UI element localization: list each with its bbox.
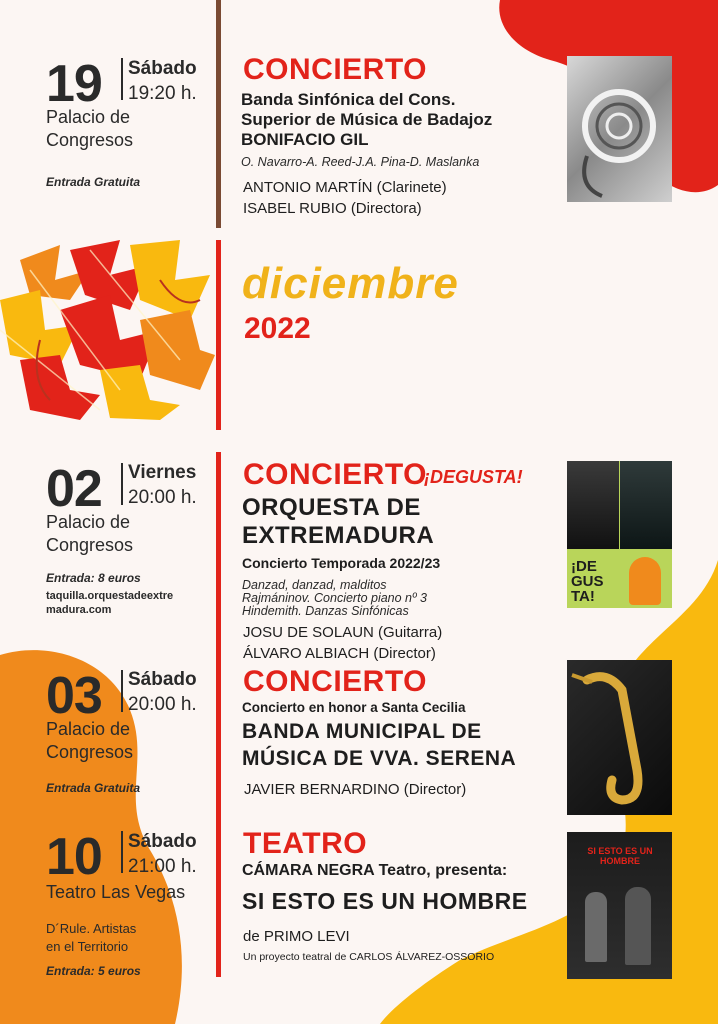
event4-title: SI ESTO ES UN HOMBRE — [242, 888, 528, 914]
event4-author: de PRIMO LEVI — [243, 928, 350, 945]
theatre-poster-figure1 — [585, 892, 607, 962]
event4-day: 10 — [46, 828, 102, 886]
event3-venue-line1: Palacio de — [46, 719, 131, 739]
event3-title-line1: BANDA MUNICIPAL DE — [242, 720, 482, 743]
event1-type: CONCIERTO — [243, 53, 427, 86]
event2-title-line1: ORQUESTA DE — [242, 494, 421, 521]
poster-photo-left — [567, 461, 619, 549]
event4-weekday: Sábado — [128, 831, 197, 852]
event1-entrance: Entrada Gratuita — [46, 175, 141, 189]
horn-icon — [567, 56, 672, 202]
event3-performer1: JAVIER BERNARDINO (Director) — [244, 781, 467, 798]
month-name: diciembre — [242, 259, 459, 308]
event4-time: 21:00 h. — [128, 856, 197, 877]
event2-program1: Danzad, danzad, malditos — [242, 578, 387, 592]
divider-line-top — [216, 0, 221, 228]
event3-date-separator — [121, 670, 123, 712]
event2-venue-line2: Congresos — [46, 535, 134, 555]
saxophone-photo — [567, 660, 672, 815]
event1-title-line3: BONIFACIO GIL — [241, 130, 369, 149]
event1-venue-line1: Palacio de — [46, 107, 131, 127]
event2-date-separator — [121, 463, 123, 505]
event2-performer1: JOSU DE SOLAUN (Guitarra) — [243, 624, 443, 641]
divider-line-bottom — [216, 452, 221, 977]
theatre-poster-title: SI ESTO ES UN HOMBRE — [587, 846, 653, 866]
event4-type: TEATRO — [243, 827, 368, 860]
event2-program3: Hindemith. Danzas Sinfónicas — [242, 604, 409, 618]
poster-photo-right — [620, 461, 672, 549]
event3-venue-line2: Congresos — [46, 742, 134, 762]
event3-weekday: Sábado — [128, 669, 197, 690]
event2-type-extra: ¡DEGUSTA! — [424, 467, 523, 487]
event1-program: O. Navarro-A. Reed-J.A. Pina-D. Maslanka — [241, 155, 480, 169]
event4-venue: Teatro Las Vegas — [46, 882, 186, 902]
event3-time: 20:00 h. — [128, 694, 197, 715]
event1-performer1: ANTONIO MARTÍN (Clarinete) — [243, 179, 447, 196]
event4-entrance: Entrada: 5 euros — [46, 964, 141, 978]
divider-line-middle — [216, 240, 221, 430]
poster-figure — [629, 557, 661, 605]
event2-day: 02 — [46, 460, 102, 518]
event2-ticket-line1[interactable]: taquilla.orquestadeextre — [46, 590, 174, 602]
saxophone-icon — [567, 660, 672, 815]
event4-company: CÁMARA NEGRA Teatro, presenta: — [242, 862, 508, 879]
event3-subtitle: Concierto en honor a Santa Cecilia — [242, 700, 466, 715]
theatre-poster — [567, 832, 672, 979]
event3-entrance: Entrada Gratuita — [46, 781, 141, 795]
autumn-leaves-illustration — [0, 240, 215, 420]
event1-weekday: Sábado — [128, 58, 197, 79]
event4-credit: Un proyecto teatral de CARLOS ÁLVAREZ-OSSORIO — [243, 951, 495, 963]
event2-performer2: ÁLVARO ALBIACH (Director) — [243, 645, 436, 662]
event2-weekday: Viernes — [128, 462, 197, 483]
event1-day: 19 — [46, 55, 102, 113]
event2-subtitle: Concierto Temporada 2022/23 — [242, 555, 441, 571]
event2-entrance: Entrada: 8 euros — [46, 571, 141, 585]
event1-performer2: ISABEL RUBIO (Directora) — [243, 200, 422, 217]
theatre-poster-figure2 — [625, 887, 651, 965]
event2-time: 20:00 h. — [128, 487, 197, 508]
event2-title-line2: EXTREMADURA — [242, 522, 435, 549]
month-year: 2022 — [244, 312, 311, 345]
event4-program-line2: en el Territorio — [46, 939, 129, 954]
event1-venue-line2: Congresos — [46, 130, 134, 150]
degusta-poster — [567, 461, 672, 608]
event1-title-line1: Banda Sinfónica del Cons. — [241, 90, 456, 109]
event4-date-separator — [121, 831, 123, 873]
event2-venue-line1: Palacio de — [46, 512, 131, 532]
poster-text: ¡DE GUS TA! — [571, 558, 604, 605]
event4-program-line1: D´Rule. Artistas — [46, 921, 137, 936]
event3-type: CONCIERTO — [243, 665, 427, 698]
event2-type: CONCIERTO — [243, 458, 427, 491]
event1-time: 19:20 h. — [128, 83, 197, 104]
event3-day: 03 — [46, 667, 102, 725]
event1-date-separator — [121, 58, 123, 100]
event3-title-line2: MÚSICA DE VVA. SERENA — [242, 747, 517, 770]
french-horn-photo — [567, 56, 672, 202]
event1-title-line2: Superior de Música de Badajoz — [241, 110, 493, 129]
event2-ticket-line2[interactable]: madura.com — [46, 604, 112, 616]
event2-program2: Rajmáninov. Concierto piano nº 3 — [242, 591, 427, 605]
